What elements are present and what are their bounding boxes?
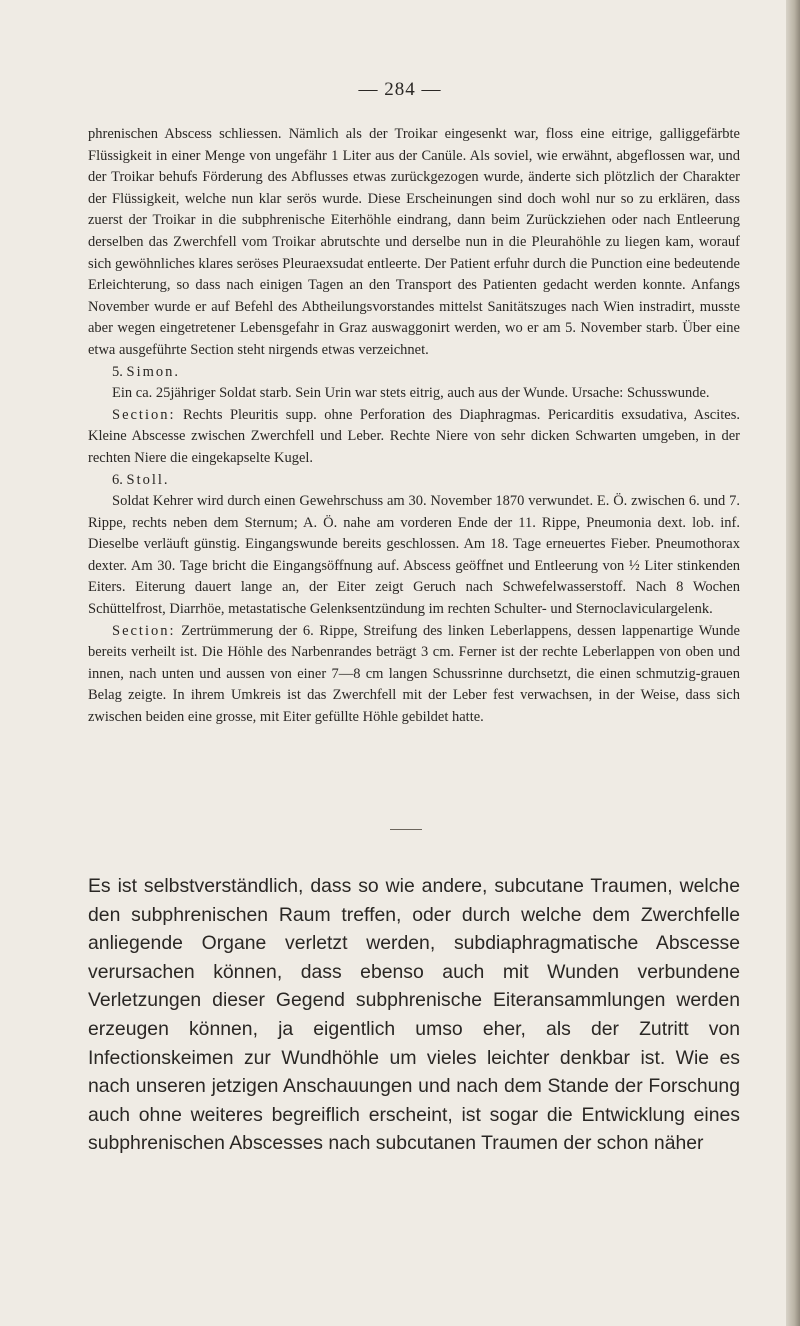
section-label: Section: — [112, 622, 176, 639]
section-paragraph — [88, 405, 740, 470]
case-name: Stoll. — [126, 471, 170, 488]
conclusion-text — [88, 872, 740, 1158]
case-heading — [88, 362, 740, 384]
body-text — [88, 124, 740, 729]
paragraph: Ein ca. 25jähriger Soldat starb. Sein Urin war stets eitrig, auch aus der Wunde. Ursache: Schusswunde. — [112, 385, 710, 402]
case-name: Simon. — [126, 363, 180, 380]
section-text: Zertrümmerung der 6. Rippe, Streifung des linken Leberlappens, dessen lappenartige Wunde bereits verheilt ist. Die Höhle des Narbenrandes beträgt 3 cm. Ferner ist der rechte Leberlappen von oben und innen, nach unten und aussen von einer 7—8 cm langen Schussrinne durchsetzt, die einen schmutzig-grauen Belag zeigte. In ihrem Umkreis ist das Zwerchfell mit der Leber fest verwachsen, in der Weise, dass sich zwischen beiden eine grosse, mit Eiter gefüllte Höhle gebildet hatte. — [88, 622, 740, 726]
paragraph: Soldat Kehrer wird durch einen Gewehrschuss am 30. November 1870 verwundet. E. Ö. zwischen 6. und 7. Rippe, rechts neben dem Sternum; A. Ö. nahe am vorderen Ende der 11. Rippe, Pneumonia dext. lob. inf. Dieselbe verläuft günstig. Eingangswunde bereits geschlossen. Am 18. Tage erneuertes Fieber. Pneumothorax dexter. Am 30. Tage bricht die Eingangsöffnung auf. Abscess geöffnet und Entleerung von ½ Liter stinkenden Eiters. Eiterung dauert lange an, der Eiter zeigt Geruch nach Schwefelwasserstoff. Nach 8 Wochen Schüttelfrost, Diarrhöe, metastatische Gelenksentzündung im rechten Schulter- und Sternoclaviculargelenk. — [88, 493, 740, 618]
case-heading — [88, 470, 740, 492]
section-label: Section: — [112, 406, 176, 423]
section-paragraph — [88, 621, 740, 729]
paragraph: Es ist selbstverständlich, dass so wie andere, subcutane Traumen, welche den subphrenischen Raum treffen, oder durch welche dem Zwerchfelle anliegende Organe verletzt werden, subdiaphragmatische Abscesse verursachen können, dass ebenso auch mit Wunden verbundene Verletzungen dieser Gegend subphrenische Eiteransammlungen werden erzeugen können, ja eigentlich umso eher, als der Zutritt von Infectionskeimen zur Wundhöhle um vieles leichter denkbar ist. Wie es nach unseren jetzigen Anschauungen und nach dem Stande der Forschung auch ohne weiteres begreiflich erscheint, ist sogar die Entwicklung eines subphrenischen Abscesses nach subcutanen Traumen der schon näher — [88, 875, 740, 1155]
case-number: 5. — [112, 363, 123, 380]
divider-line — [390, 829, 422, 830]
section-text: Rechts Pleuritis supp. ohne Perforation des Diaphragmas. Pericarditis exsudativa, Ascites. Kleine Abscesse zwischen Zwerchfell und Leber. Rechte Niere von sehr dicken Schwarten umgeben, in der rechten Niere die eingekapselte Kugel. — [88, 406, 740, 466]
page-edge-shadow — [786, 0, 800, 1326]
page-number: — 284 — — [358, 79, 442, 100]
paragraph: phrenischen Abscess schliessen. Nämlich als der Troikar eingesenkt war, floss eine eitrige, galliggefärbte Flüssigkeit in einer Menge von ungefähr 1 Liter aus der Canüle. Als soviel, wie erwähnt, abgeflossen war, und der Troikar behufs Förderung des Abflusses etwas zurückgezogen wurde, änderte sich plötzlich der Charakter der Flüssigkeit, welche nun klar serös wurde. Diese Erscheinungen sind doch wohl nur so zu erklären, dass zuerst der Troikar in die subphrenische Eiterhöhle eindrang, dann beim Zurückziehen oder nach Entleerung derselben das Zwerchfell vom Troikar abrutschte und derselbe nun in die Pleurahöhle zu liegen kam, worauf sich gewöhnliches klares seröses Pleuraexsudat entleerte. Der Patient erfuhr durch die Punction eine bedeutende Erleichterung, so dass nach einigen Tagen an den Transport des Patienten gedacht werden konnte. Anfangs November wurde er auf Befehl des Abtheilungsvorstandes mittelst Sanitätszuges nach Wien instradirt, musste aber wegen eingetretener Lebensgefahr in Graz auswaggonirt werden, wo er am 5. November starb. Über eine etwa ausgeführte Section steht nirgends etwas verzeichnet. — [88, 126, 740, 358]
case-number: 6. — [112, 471, 123, 488]
